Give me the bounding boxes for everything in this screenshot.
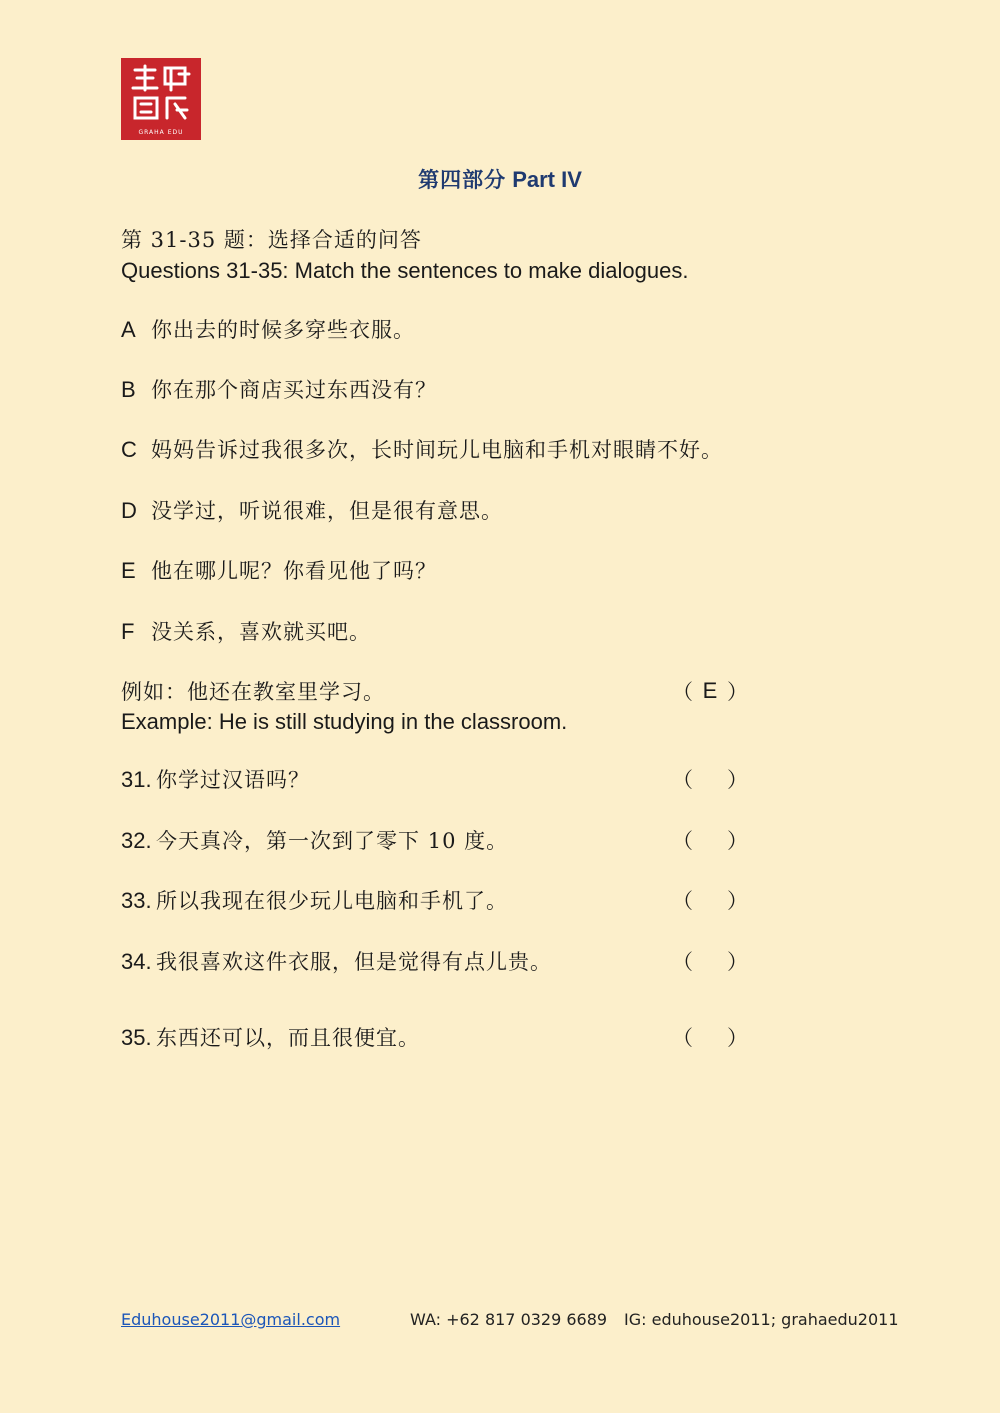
- option-text: 没学过，听说很难，但是很有意思。: [151, 499, 503, 523]
- question-number: 32.: [121, 828, 152, 853]
- instructions-en: Questions 31-35: Match the sentences to make dialogues.: [121, 258, 689, 283]
- option-text: 你出去的时候多穿些衣服。: [151, 318, 415, 342]
- question-31: [121, 764, 310, 794]
- option-text: 妈妈告诉过我很多次，长时间玩儿电脑和手机对眼睛不好。: [151, 438, 723, 462]
- question-32: [121, 825, 508, 855]
- paren-open: （: [672, 829, 693, 853]
- answer-box-33[interactable]: [672, 885, 748, 915]
- option-letter: E: [121, 558, 136, 583]
- option-b: [121, 374, 437, 404]
- paren-open: （: [672, 768, 693, 792]
- title-en: Part IV: [512, 167, 582, 192]
- answer-box-35[interactable]: [672, 1022, 748, 1052]
- paren-open: （: [672, 889, 693, 913]
- option-letter: C: [121, 437, 137, 462]
- answer-box-32[interactable]: [672, 825, 748, 855]
- answer-box-31[interactable]: [672, 764, 748, 794]
- footer-wa: WA: +62 817 0329 6689: [410, 1310, 608, 1329]
- footer-email: [121, 1310, 340, 1329]
- page-title: [0, 164, 1000, 194]
- question-number: 33.: [121, 888, 152, 913]
- example-answer-box: [672, 676, 748, 706]
- paren-open: （: [672, 1026, 693, 1050]
- paren-open: （: [672, 950, 693, 974]
- instructions-cn: 第 31-35 题：选择合适的问答: [121, 228, 422, 252]
- question-text: 所以我现在很少玩儿电脑和手机了。: [156, 889, 509, 913]
- option-text: 你在那个商店买过东西没有？: [151, 378, 437, 402]
- question-number: 31.: [121, 767, 152, 792]
- answer-box-34[interactable]: [672, 946, 748, 976]
- question-text: 东西还可以，而且很便宜。: [156, 1026, 421, 1050]
- title-cn: 第四部分: [418, 167, 507, 192]
- option-d: [121, 495, 503, 525]
- paren-close: ）: [727, 889, 748, 913]
- paren-open: （: [672, 680, 693, 704]
- footer-ig: IG: eduhouse2011; grahaedu2011: [624, 1310, 899, 1329]
- paren-close: ）: [727, 1026, 748, 1050]
- question-33: [121, 885, 508, 915]
- example-answer: E: [702, 678, 718, 703]
- email-link[interactable]: Eduhouse2011@gmail.com: [121, 1310, 341, 1329]
- option-text: 他在哪儿呢？你看见他了吗？: [151, 559, 437, 583]
- question-number: 34.: [121, 949, 152, 974]
- option-text: 没关系，喜欢就买吧。: [151, 620, 371, 644]
- question-number: 35.: [121, 1025, 152, 1050]
- question-text: 今天真冷，第一次到了零下 10 度。: [156, 829, 509, 853]
- option-letter: D: [121, 498, 137, 523]
- option-letter: A: [121, 317, 136, 342]
- example-cn: 例如：他还在教室里学习。: [121, 680, 385, 704]
- option-a: [121, 314, 415, 344]
- option-e: [121, 555, 437, 585]
- option-letter: F: [121, 619, 135, 644]
- logo-caption: GRAHA EDU: [138, 129, 184, 136]
- question-text: 你学过汉语吗？: [156, 768, 311, 792]
- option-letter: B: [121, 377, 136, 402]
- question-35: [121, 1022, 420, 1052]
- paren-close: ）: [727, 768, 748, 792]
- logo: [121, 58, 201, 140]
- paren-close: ）: [727, 829, 748, 853]
- question-text: 我很喜欢这件衣服，但是觉得有点儿贵。: [156, 950, 553, 974]
- example-en: Example: He is still studying in the classroom.: [121, 709, 568, 734]
- paren-close: ）: [727, 950, 748, 974]
- option-c: [121, 434, 723, 464]
- paren-close: ）: [727, 680, 748, 704]
- logo-seal-icon: [121, 58, 201, 126]
- option-f: [121, 616, 371, 646]
- question-34: [121, 946, 552, 976]
